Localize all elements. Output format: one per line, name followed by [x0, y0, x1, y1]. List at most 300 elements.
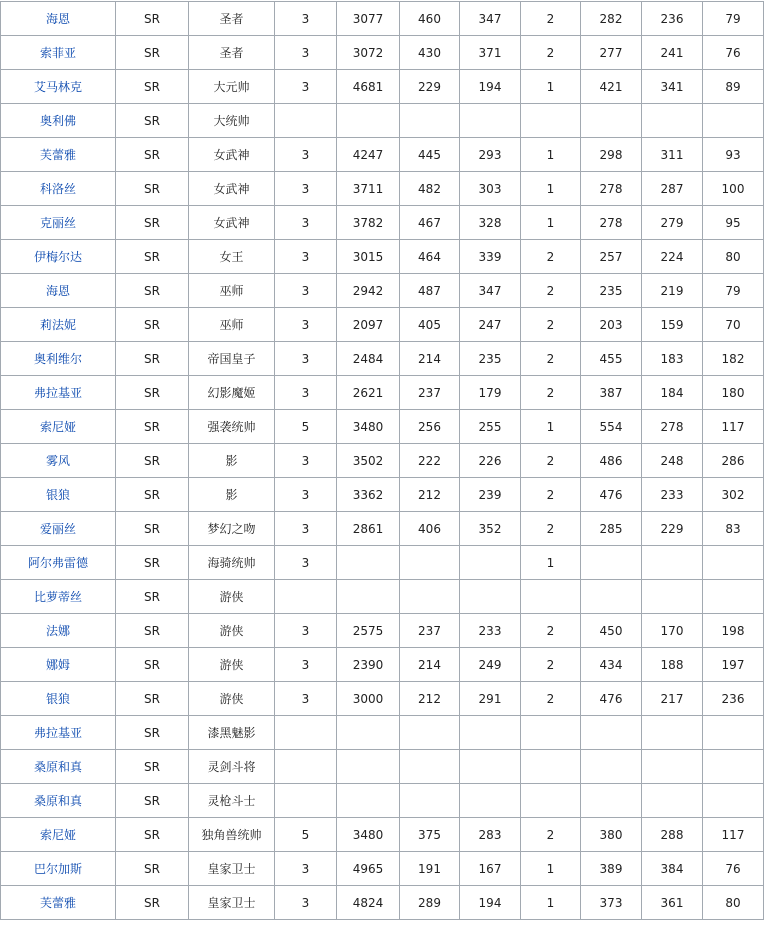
stat-6-cell: 373 — [581, 886, 642, 920]
unit-name-link[interactable]: 雾风 — [45, 454, 70, 468]
stat-4-cell: 347 — [460, 274, 521, 308]
stat-8-cell: 197 — [703, 648, 764, 682]
stat-6-cell: 476 — [581, 478, 642, 512]
unit-name-link[interactable]: 奥利维尔 — [33, 352, 82, 366]
stat-2-cell: 2621 — [337, 376, 400, 410]
stat-1-cell — [275, 716, 337, 750]
class-cell: 灵枪斗士 — [189, 784, 275, 818]
unit-name-link[interactable]: 海恩 — [45, 284, 70, 298]
unit-name-cell — [1, 2, 116, 36]
stat-5-cell: 2 — [521, 274, 581, 308]
stat-5-cell: 2 — [521, 2, 581, 36]
stat-7-cell: 229 — [642, 512, 703, 546]
class-cell: 大统帅 — [189, 104, 275, 138]
stat-2-cell: 3000 — [337, 682, 400, 716]
stat-5-cell: 2 — [521, 682, 581, 716]
stat-6-cell: 235 — [581, 274, 642, 308]
stat-5-cell: 1 — [521, 206, 581, 240]
rarity-cell: SR — [116, 716, 189, 750]
table-row — [1, 104, 764, 138]
stat-4-cell: 167 — [460, 852, 521, 886]
stat-7-cell: 311 — [642, 138, 703, 172]
class-cell: 漆黑魅影 — [189, 716, 275, 750]
stat-6-cell: 380 — [581, 818, 642, 852]
stat-1-cell: 3 — [275, 308, 337, 342]
stat-3-cell: 405 — [400, 308, 460, 342]
rarity-cell: SR — [116, 172, 189, 206]
rarity-cell: SR — [116, 852, 189, 886]
stat-6-cell: 277 — [581, 36, 642, 70]
stat-6-cell: 387 — [581, 376, 642, 410]
unit-name-link[interactable]: 爱丽丝 — [39, 522, 76, 536]
stat-4-cell: 339 — [460, 240, 521, 274]
stat-3-cell — [400, 784, 460, 818]
stat-5-cell: 2 — [521, 376, 581, 410]
rarity-cell: SR — [116, 580, 189, 614]
stat-1-cell: 3 — [275, 682, 337, 716]
stat-3-cell: 237 — [400, 376, 460, 410]
stat-4-cell — [460, 716, 521, 750]
stat-4-cell: 194 — [460, 70, 521, 104]
stat-3-cell: 191 — [400, 852, 460, 886]
table-row — [1, 206, 764, 240]
stat-5-cell: 1 — [521, 886, 581, 920]
unit-name-link[interactable]: 芙蕾雅 — [39, 896, 76, 910]
class-cell: 巫师 — [189, 274, 275, 308]
stat-3-cell: 482 — [400, 172, 460, 206]
stat-1-cell: 3 — [275, 2, 337, 36]
stat-2-cell: 3362 — [337, 478, 400, 512]
unit-name-link[interactable]: 桑原和真 — [33, 794, 82, 808]
stat-1-cell: 3 — [275, 512, 337, 546]
unit-name-cell — [1, 750, 116, 784]
stat-3-cell — [400, 580, 460, 614]
stat-3-cell: 237 — [400, 614, 460, 648]
stat-2-cell: 2942 — [337, 274, 400, 308]
rarity-cell: SR — [116, 342, 189, 376]
stat-7-cell: 288 — [642, 818, 703, 852]
unit-name-link[interactable]: 海恩 — [45, 12, 70, 26]
stat-8-cell: 89 — [703, 70, 764, 104]
stat-1-cell: 5 — [275, 410, 337, 444]
unit-name-link[interactable]: 弗拉基亚 — [33, 386, 82, 400]
class-cell: 影 — [189, 444, 275, 478]
stat-8-cell: 182 — [703, 342, 764, 376]
unit-name-link[interactable]: 银狼 — [45, 488, 70, 502]
unit-name-link[interactable]: 桑原和真 — [33, 760, 82, 774]
stat-2-cell: 4681 — [337, 70, 400, 104]
stat-7-cell: 384 — [642, 852, 703, 886]
stat-4-cell — [460, 750, 521, 784]
rarity-cell: SR — [116, 886, 189, 920]
stat-6-cell: 421 — [581, 70, 642, 104]
stat-6-cell — [581, 104, 642, 138]
class-cell: 大元帅 — [189, 70, 275, 104]
stat-8-cell: 180 — [703, 376, 764, 410]
table-row — [1, 546, 764, 580]
unit-name-cell — [1, 512, 116, 546]
stat-3-cell: 212 — [400, 478, 460, 512]
table-row — [1, 886, 764, 920]
class-cell: 巫师 — [189, 308, 275, 342]
table-row — [1, 2, 764, 36]
stat-4-cell: 249 — [460, 648, 521, 682]
stat-4-cell — [460, 580, 521, 614]
unit-name-link[interactable]: 莉法妮 — [39, 318, 76, 332]
unit-name-link[interactable]: 银狼 — [45, 692, 70, 706]
stat-3-cell — [400, 716, 460, 750]
stat-5-cell — [521, 580, 581, 614]
stat-8-cell: 70 — [703, 308, 764, 342]
stat-8-cell — [703, 546, 764, 580]
stat-3-cell: 460 — [400, 2, 460, 36]
stat-8-cell — [703, 784, 764, 818]
unit-name-cell — [1, 648, 116, 682]
stat-8-cell: 76 — [703, 852, 764, 886]
stat-4-cell: 247 — [460, 308, 521, 342]
stat-7-cell: 233 — [642, 478, 703, 512]
stat-8-cell: 302 — [703, 478, 764, 512]
stat-2-cell: 3502 — [337, 444, 400, 478]
class-cell: 皇家卫士 — [189, 886, 275, 920]
rarity-cell: SR — [116, 614, 189, 648]
stat-7-cell: 217 — [642, 682, 703, 716]
stat-5-cell: 1 — [521, 852, 581, 886]
stat-1-cell: 3 — [275, 274, 337, 308]
stat-8-cell: 93 — [703, 138, 764, 172]
stat-6-cell — [581, 546, 642, 580]
stat-7-cell: 219 — [642, 274, 703, 308]
stat-3-cell: 464 — [400, 240, 460, 274]
stat-6-cell: 203 — [581, 308, 642, 342]
unit-name-link[interactable]: 法娜 — [45, 624, 70, 638]
stat-3-cell — [400, 750, 460, 784]
stat-4-cell: 293 — [460, 138, 521, 172]
class-cell: 女武神 — [189, 138, 275, 172]
stat-7-cell: 248 — [642, 444, 703, 478]
rarity-cell: SR — [116, 274, 189, 308]
stat-1-cell: 3 — [275, 376, 337, 410]
table-row — [1, 70, 764, 104]
stat-8-cell: 198 — [703, 614, 764, 648]
stat-2-cell: 2861 — [337, 512, 400, 546]
unit-name-cell — [1, 240, 116, 274]
class-cell: 游侠 — [189, 648, 275, 682]
unit-name-cell — [1, 70, 116, 104]
stat-2-cell — [337, 546, 400, 580]
unit-name-link[interactable]: 伊梅尔达 — [33, 250, 82, 264]
stat-4-cell: 239 — [460, 478, 521, 512]
stat-2-cell — [337, 750, 400, 784]
unit-name-cell — [1, 138, 116, 172]
stat-7-cell: 278 — [642, 410, 703, 444]
stat-4-cell: 291 — [460, 682, 521, 716]
table-row — [1, 682, 764, 716]
stat-6-cell: 476 — [581, 682, 642, 716]
stat-2-cell — [337, 580, 400, 614]
stat-5-cell — [521, 716, 581, 750]
table-row — [1, 36, 764, 70]
rarity-cell: SR — [116, 36, 189, 70]
class-cell: 强袭统帅 — [189, 410, 275, 444]
stat-3-cell: 467 — [400, 206, 460, 240]
stat-7-cell: 241 — [642, 36, 703, 70]
unit-name-cell — [1, 36, 116, 70]
stat-6-cell — [581, 784, 642, 818]
unit-name-cell — [1, 784, 116, 818]
stat-7-cell — [642, 580, 703, 614]
stat-5-cell — [521, 104, 581, 138]
stat-4-cell: 371 — [460, 36, 521, 70]
table-body — [1, 2, 764, 920]
stat-5-cell: 2 — [521, 512, 581, 546]
stat-2-cell: 2484 — [337, 342, 400, 376]
class-cell: 女武神 — [189, 206, 275, 240]
stat-8-cell: 76 — [703, 36, 764, 70]
stat-7-cell: 184 — [642, 376, 703, 410]
stat-3-cell: 214 — [400, 342, 460, 376]
stat-1-cell: 3 — [275, 240, 337, 274]
unit-name-cell — [1, 308, 116, 342]
unit-name-cell — [1, 818, 116, 852]
table-row — [1, 716, 764, 750]
stat-7-cell: 188 — [642, 648, 703, 682]
table-row — [1, 512, 764, 546]
stat-3-cell: 375 — [400, 818, 460, 852]
rarity-cell: SR — [116, 410, 189, 444]
stat-8-cell — [703, 750, 764, 784]
unit-name-cell — [1, 206, 116, 240]
stat-3-cell: 229 — [400, 70, 460, 104]
unit-name-cell — [1, 716, 116, 750]
class-cell: 灵剑斗将 — [189, 750, 275, 784]
stat-4-cell: 226 — [460, 444, 521, 478]
stat-6-cell: 257 — [581, 240, 642, 274]
stat-8-cell: 100 — [703, 172, 764, 206]
rarity-cell: SR — [116, 512, 189, 546]
stat-4-cell: 352 — [460, 512, 521, 546]
stat-1-cell: 3 — [275, 138, 337, 172]
stat-6-cell — [581, 580, 642, 614]
rarity-cell: SR — [116, 2, 189, 36]
stat-1-cell: 3 — [275, 172, 337, 206]
class-cell: 游侠 — [189, 580, 275, 614]
stat-2-cell: 2390 — [337, 648, 400, 682]
stat-8-cell — [703, 580, 764, 614]
stat-7-cell — [642, 784, 703, 818]
class-cell: 皇家卫士 — [189, 852, 275, 886]
stat-7-cell — [642, 750, 703, 784]
unit-name-link[interactable]: 艾马林克 — [33, 80, 82, 94]
stat-5-cell: 2 — [521, 444, 581, 478]
stat-1-cell — [275, 750, 337, 784]
stat-2-cell: 4824 — [337, 886, 400, 920]
stat-2-cell: 3782 — [337, 206, 400, 240]
stat-5-cell: 2 — [521, 614, 581, 648]
stat-8-cell: 80 — [703, 240, 764, 274]
table-row — [1, 410, 764, 444]
stat-1-cell: 3 — [275, 886, 337, 920]
unit-name-cell — [1, 410, 116, 444]
stat-4-cell — [460, 104, 521, 138]
stat-1-cell: 3 — [275, 206, 337, 240]
unit-name-cell — [1, 342, 116, 376]
rarity-cell: SR — [116, 104, 189, 138]
stat-7-cell: 224 — [642, 240, 703, 274]
rarity-cell: SR — [116, 546, 189, 580]
unit-name-link[interactable]: 奥利佛 — [39, 114, 76, 128]
stat-6-cell: 389 — [581, 852, 642, 886]
stat-6-cell: 486 — [581, 444, 642, 478]
unit-stats-table — [0, 1, 764, 920]
stat-3-cell: 430 — [400, 36, 460, 70]
stat-3-cell: 487 — [400, 274, 460, 308]
table-row — [1, 614, 764, 648]
unit-name-cell — [1, 886, 116, 920]
unit-name-cell — [1, 444, 116, 478]
class-cell: 圣者 — [189, 2, 275, 36]
stat-7-cell: 361 — [642, 886, 703, 920]
stat-1-cell: 3 — [275, 444, 337, 478]
stat-6-cell — [581, 716, 642, 750]
stat-1-cell: 3 — [275, 852, 337, 886]
stat-4-cell: 328 — [460, 206, 521, 240]
stat-4-cell: 347 — [460, 2, 521, 36]
stat-4-cell: 233 — [460, 614, 521, 648]
stat-1-cell — [275, 784, 337, 818]
stat-2-cell: 3077 — [337, 2, 400, 36]
stat-3-cell — [400, 104, 460, 138]
rarity-cell: SR — [116, 478, 189, 512]
stat-1-cell: 3 — [275, 546, 337, 580]
unit-name-cell — [1, 682, 116, 716]
stat-3-cell: 256 — [400, 410, 460, 444]
stat-8-cell: 79 — [703, 2, 764, 36]
rarity-cell: SR — [116, 444, 189, 478]
stat-5-cell — [521, 750, 581, 784]
unit-name-link[interactable]: 索菲亚 — [39, 46, 76, 60]
stat-2-cell — [337, 716, 400, 750]
unit-name-link[interactable]: 弗拉基亚 — [33, 726, 82, 740]
rarity-cell: SR — [116, 648, 189, 682]
stat-2-cell: 4965 — [337, 852, 400, 886]
stat-7-cell — [642, 546, 703, 580]
stat-5-cell: 2 — [521, 36, 581, 70]
table-row — [1, 172, 764, 206]
unit-name-link[interactable]: 索尼娅 — [39, 420, 76, 434]
unit-stats-table-container — [0, 1, 764, 920]
stat-3-cell — [400, 546, 460, 580]
rarity-cell: SR — [116, 784, 189, 818]
stat-1-cell: 3 — [275, 70, 337, 104]
stat-6-cell: 285 — [581, 512, 642, 546]
stat-6-cell: 298 — [581, 138, 642, 172]
stat-6-cell: 282 — [581, 2, 642, 36]
table-row — [1, 308, 764, 342]
unit-name-cell — [1, 274, 116, 308]
stat-1-cell: 3 — [275, 648, 337, 682]
rarity-cell: SR — [116, 138, 189, 172]
stat-4-cell — [460, 784, 521, 818]
rarity-cell: SR — [116, 206, 189, 240]
stat-3-cell: 406 — [400, 512, 460, 546]
table-row — [1, 444, 764, 478]
table-row — [1, 648, 764, 682]
stat-6-cell: 554 — [581, 410, 642, 444]
stat-8-cell: 95 — [703, 206, 764, 240]
stat-5-cell: 1 — [521, 410, 581, 444]
stat-7-cell: 159 — [642, 308, 703, 342]
unit-name-cell — [1, 852, 116, 886]
stat-4-cell: 194 — [460, 886, 521, 920]
class-cell: 圣者 — [189, 36, 275, 70]
stat-6-cell: 434 — [581, 648, 642, 682]
unit-name-link[interactable]: 娜姆 — [45, 658, 70, 672]
rarity-cell: SR — [116, 682, 189, 716]
unit-name-link[interactable]: 比萝蒂丝 — [33, 590, 82, 604]
class-cell: 梦幻之吻 — [189, 512, 275, 546]
unit-name-link[interactable]: 巴尔加斯 — [33, 862, 82, 876]
stat-5-cell: 1 — [521, 70, 581, 104]
stat-4-cell: 255 — [460, 410, 521, 444]
unit-name-link[interactable]: 索尼娅 — [39, 828, 76, 842]
stat-5-cell: 2 — [521, 818, 581, 852]
stat-8-cell: 83 — [703, 512, 764, 546]
unit-name-cell — [1, 104, 116, 138]
class-cell: 独角兽统帅 — [189, 818, 275, 852]
unit-name-cell — [1, 478, 116, 512]
class-cell: 海骑统帅 — [189, 546, 275, 580]
stat-7-cell — [642, 716, 703, 750]
stat-4-cell: 179 — [460, 376, 521, 410]
rarity-cell: SR — [116, 818, 189, 852]
class-cell: 游侠 — [189, 682, 275, 716]
stat-2-cell: 3480 — [337, 410, 400, 444]
unit-name-link[interactable]: 克丽丝 — [39, 216, 76, 230]
stat-4-cell: 303 — [460, 172, 521, 206]
class-cell: 帝国皇子 — [189, 342, 275, 376]
stat-8-cell — [703, 716, 764, 750]
class-cell: 幻影魔姬 — [189, 376, 275, 410]
unit-name-link[interactable]: 阿尔弗雷德 — [27, 556, 88, 570]
stat-5-cell: 2 — [521, 478, 581, 512]
unit-name-cell — [1, 580, 116, 614]
stat-2-cell: 2575 — [337, 614, 400, 648]
stat-5-cell — [521, 784, 581, 818]
stat-6-cell: 450 — [581, 614, 642, 648]
stat-3-cell: 222 — [400, 444, 460, 478]
stat-2-cell — [337, 104, 400, 138]
unit-name-cell — [1, 546, 116, 580]
class-cell: 女王 — [189, 240, 275, 274]
table-row — [1, 138, 764, 172]
unit-name-link[interactable]: 芙蕾雅 — [39, 148, 76, 162]
stat-6-cell — [581, 750, 642, 784]
rarity-cell: SR — [116, 240, 189, 274]
stat-1-cell: 5 — [275, 818, 337, 852]
stat-6-cell: 278 — [581, 172, 642, 206]
stat-3-cell: 445 — [400, 138, 460, 172]
stat-7-cell — [642, 104, 703, 138]
unit-name-link[interactable]: 科洛丝 — [39, 182, 76, 196]
stat-8-cell: 117 — [703, 818, 764, 852]
rarity-cell: SR — [116, 308, 189, 342]
stat-5-cell: 1 — [521, 138, 581, 172]
stat-1-cell: 3 — [275, 36, 337, 70]
stat-6-cell: 455 — [581, 342, 642, 376]
stat-2-cell: 3015 — [337, 240, 400, 274]
stat-5-cell: 1 — [521, 546, 581, 580]
